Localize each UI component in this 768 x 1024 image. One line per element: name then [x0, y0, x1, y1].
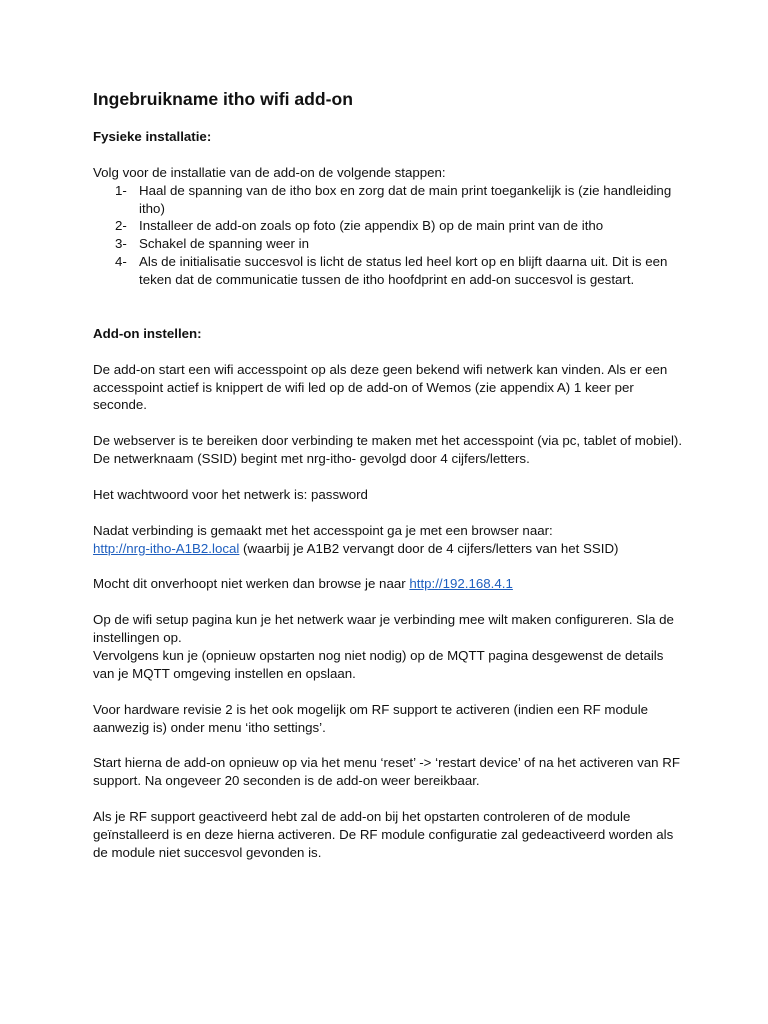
rf-support-paragraph: Als je RF support geactiveerd hebt zal de add-on bij het opstarten controleren of de module geïnstalleerd is en deze hierna activeren. De RF module configuratie zal gedeactiveerd worden als de module niet succesvol gevonden is.	[93, 809, 674, 860]
restart-paragraph: Start hierna de add-on opnieuw op via het menu ‘reset’ -> ‘restart device’ of na het activeren van RF support. Na ongeveer 20 seconden is de add-on weer bereikbaar.	[93, 755, 680, 789]
browse-note: (waarbij je A1B2 vervangt door de 4 cijfers/letters van het SSID)	[239, 540, 619, 556]
fallback-paragraph	[93, 575, 683, 593]
step-number: 4-	[115, 254, 127, 270]
step-text: Haal de spanning van de itho box en zorg dat de main print toegankelijk is (zie handleiding itho)	[139, 182, 672, 216]
browse-text: Nadat verbinding is gemaakt met het accesspoint ga je met een browser naar:	[93, 522, 553, 538]
list-item	[93, 235, 683, 253]
step-text: Schakel de spanning weer in	[139, 236, 310, 252]
list-item	[93, 217, 683, 235]
step-number: 1-	[115, 182, 127, 198]
hardware-revision-paragraph: Voor hardware revisie 2 is het ook mogelijk om RF support te activeren (indien een RF module aanwezig is) onder menu ‘itho settings’.	[93, 701, 649, 735]
addon-setup-heading: Add-on instellen:	[93, 325, 202, 341]
ip-url-link[interactable]: http://192.168.4.1	[409, 576, 513, 592]
physical-install-intro: Volg voor de installatie van de add-on de volgende stappen:	[93, 164, 446, 180]
browse-paragraph	[93, 522, 683, 558]
step-number: 3-	[115, 236, 127, 252]
list-item	[93, 253, 683, 289]
physical-install-heading: Fysieke installatie:	[93, 128, 212, 144]
list-item	[93, 182, 683, 218]
document-title: Ingebruikname itho wifi add-on	[93, 89, 353, 109]
local-url-link[interactable]: http://nrg-itho-A1B2.local	[93, 540, 240, 556]
password-paragraph: Het wachtwoord voor het netwerk is: password	[93, 486, 368, 502]
install-steps-list	[93, 182, 683, 289]
accesspoint-paragraph: De add-on start een wifi accesspoint op als deze geen bekend wifi netwerk kan vinden. Als er een accesspoint actief is knippert de wifi led op de add-on of Wemos (zie appendix A) 1 keer per seconde.	[93, 361, 668, 413]
step-text: Installeer de add-on zoals op foto (zie appendix B) op de main print van de itho	[139, 218, 604, 234]
step-text: Als de initialisatie succesvol is licht de status led heel kort op en blijft daarna uit. Dit is een teken dat de communicatie tussen de itho hoofdprint en add-on succesvol is gestart.	[139, 254, 668, 288]
webserver-paragraph: De webserver is te bereiken door verbinding te maken met het accesspoint (via pc, tablet of mobiel). De netwerknaam (SSID) begint met nrg-itho- gevolgd door 4 cijfers/letters.	[93, 433, 683, 467]
wifi-setup-paragraph: Op de wifi setup pagina kun je het netwerk waar je verbinding mee wilt maken configureren. Sla de instellingen op.	[93, 612, 674, 646]
fallback-text: Mocht dit onverhoopt niet werken dan browse je naar	[93, 576, 410, 592]
step-number: 2-	[115, 218, 127, 234]
mqtt-paragraph: Vervolgens kun je (opnieuw opstarten nog niet nodig) op de MQTT pagina desgewenst de details van je MQTT omgeving instellen en opslaan.	[93, 648, 664, 681]
document-body	[93, 88, 683, 862]
